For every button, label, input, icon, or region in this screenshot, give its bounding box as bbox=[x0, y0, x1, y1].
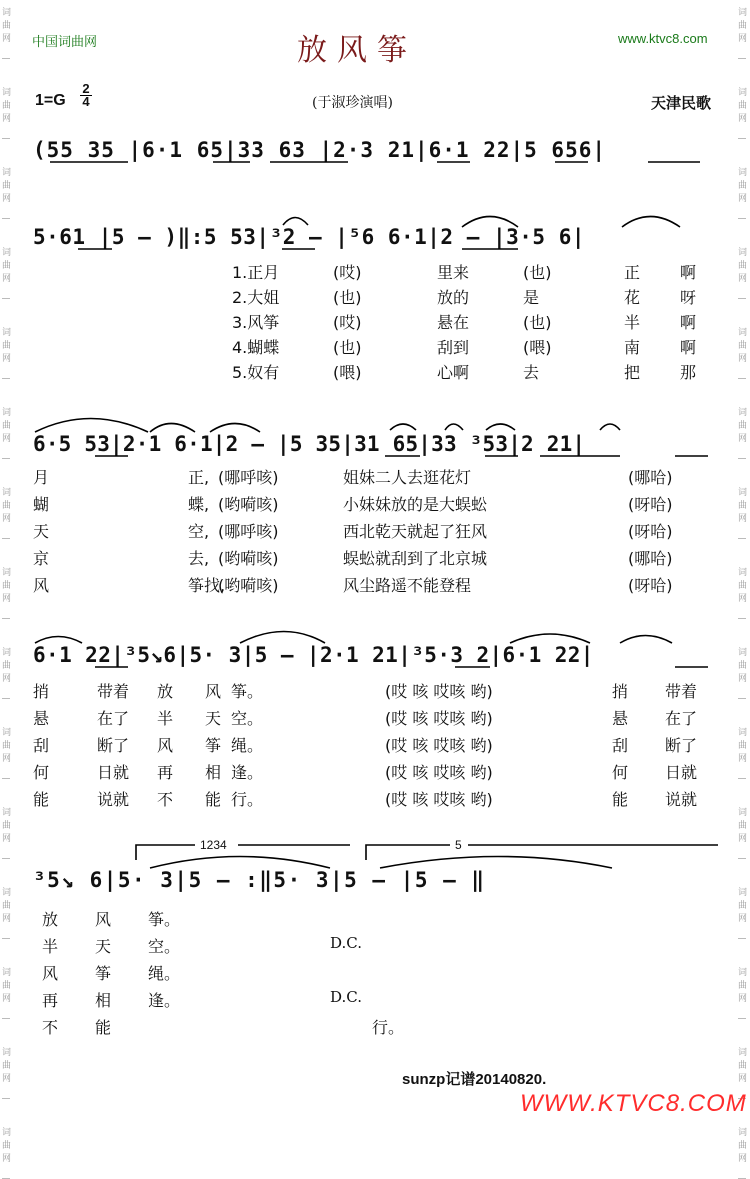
lyric-cell: 何 bbox=[33, 763, 50, 782]
lyric-cell: (呀哈) bbox=[628, 495, 673, 514]
volta-first-label: 1234 bbox=[200, 838, 227, 852]
lyric-cell: 空。 bbox=[148, 937, 181, 956]
lyric-cell: 天 bbox=[205, 709, 222, 728]
lyric-cell: 啊 bbox=[680, 263, 697, 282]
lyric-cell: 悬 bbox=[612, 709, 629, 728]
time-numerator: 2 bbox=[82, 81, 90, 96]
lyric-cell: 能 bbox=[612, 790, 629, 809]
lyric-cell: 天 bbox=[33, 522, 50, 541]
lyric-cell: (也) bbox=[333, 288, 362, 307]
lyric-cell: 逢。 bbox=[148, 991, 181, 1010]
lyric-cell: 筝 bbox=[95, 964, 112, 983]
lyric-cell: 捎 bbox=[33, 682, 50, 701]
lyric-cell: 刮到 bbox=[437, 338, 470, 357]
lyric-cell: 刮 bbox=[612, 736, 629, 755]
lyric-cell: (哎) bbox=[333, 313, 362, 332]
lyric-cell: 再 bbox=[42, 991, 59, 1010]
lyric-cell: 说就 bbox=[665, 790, 698, 809]
score-line-4: 6·1 22|³5↘6|5· 3|5 – |2·1 21|³5·3 2|6·1 22| bbox=[33, 643, 594, 667]
lyric-cell: 悬在 bbox=[437, 313, 470, 332]
lyric-cell: (哪呼咳) bbox=[218, 522, 279, 541]
lyric-cell: 相 bbox=[95, 991, 112, 1010]
lyric-cell: 行。 bbox=[231, 790, 264, 809]
lyric-cell: 在了 bbox=[97, 709, 130, 728]
lyric-cell: 啊 bbox=[680, 338, 697, 357]
lyric-cell: 捎 bbox=[612, 682, 629, 701]
lyric-cell: D.C. bbox=[330, 988, 362, 1006]
lyric-cell: 日就 bbox=[665, 763, 698, 782]
lyric-cell: 3.风筝 bbox=[232, 313, 280, 332]
lyric-cell: 筝。 bbox=[148, 910, 181, 929]
lyric-cell: 小妹妹放的是大蜈蚣 bbox=[343, 495, 488, 514]
lyric-cell: 5.奴有 bbox=[232, 363, 280, 382]
lyric-cell: 风 bbox=[42, 964, 59, 983]
lyric-cell: (哎 咳 哎咳 哟) bbox=[385, 790, 493, 809]
lyric-cell: (哎 咳 哎咳 哟) bbox=[385, 709, 493, 728]
lyric-cell: 那 bbox=[680, 363, 697, 382]
lyric-cell: (哎 咳 哎咳 哟) bbox=[385, 682, 493, 701]
lyric-cell: 悬 bbox=[33, 709, 50, 728]
lyric-cell: 何 bbox=[612, 763, 629, 782]
lyric-cell: 蝴 bbox=[33, 495, 50, 514]
lyric-cell: 在了 bbox=[665, 709, 698, 728]
lyric-cell: 再 bbox=[157, 763, 174, 782]
lyric-cell: (也) bbox=[333, 338, 362, 357]
lyric-cell: 呀 bbox=[680, 288, 697, 307]
lyric-cell: 南 bbox=[624, 338, 641, 357]
lyric-cell: D.C. bbox=[330, 934, 362, 952]
lyric-cell: (哟嗬咳) bbox=[218, 576, 279, 595]
lyric-cell: (喂) bbox=[523, 338, 552, 357]
lyric-cell: 绳。 bbox=[231, 736, 264, 755]
score-line-1: (55 35 |6·1 65|33 63 |2·3 21|6·1 22|5 656| bbox=[33, 138, 607, 162]
lyric-cell: 2.大姐 bbox=[232, 288, 280, 307]
lyric-cell: 绳。 bbox=[148, 964, 181, 983]
lyric-cell: 逢。 bbox=[231, 763, 264, 782]
lyric-cell: 把 bbox=[624, 363, 641, 382]
lyric-cell: 能 bbox=[95, 1018, 112, 1037]
lyric-cell: 里来 bbox=[437, 263, 470, 282]
lyric-cell: 不 bbox=[42, 1018, 59, 1037]
lyric-cell: 刮 bbox=[33, 736, 50, 755]
lyric-cell: 京 bbox=[33, 549, 50, 568]
lyric-cell: (也) bbox=[523, 313, 552, 332]
lyric-cell: (哎) bbox=[333, 263, 362, 282]
lyric-cell: 空。 bbox=[231, 709, 264, 728]
lyric-cell: 带着 bbox=[665, 682, 698, 701]
score-line-2: 5·61 |5 – )‖:5 53|³2 – |⁵6 6·1|2 – |3·5 6| bbox=[33, 225, 586, 249]
lyric-cell: 半 bbox=[624, 313, 641, 332]
lyric-cell: 花 bbox=[624, 288, 641, 307]
lyric-cell: 放 bbox=[157, 682, 174, 701]
key-text: 1=G bbox=[35, 92, 66, 109]
lyric-cell: 能 bbox=[205, 790, 222, 809]
lyric-cell: 不 bbox=[157, 790, 174, 809]
lyric-cell: 蜈蚣就刮到了北京城 bbox=[343, 549, 488, 568]
lyric-cell: 蝶, bbox=[188, 495, 210, 514]
lyric-cell: 心啊 bbox=[437, 363, 470, 382]
lyric-cell: (喂) bbox=[333, 363, 362, 382]
lyric-cell: 半 bbox=[157, 709, 174, 728]
song-title: 放风筝 bbox=[297, 33, 417, 68]
lyric-cell: 带着 bbox=[97, 682, 130, 701]
lyric-cell: (哪哈) bbox=[628, 468, 673, 487]
left-watermark-strip: 词 曲 网 词 曲 网 词 曲 网 词 曲 网 词 曲 网 词 曲 网 词 曲 网 词 曲 网 词 曲 网 词 曲 网 词 曲 网 词 曲 网 词 曲 网 词 曲 网 词 曲 网 bbox=[0, 0, 14, 1143]
lyric-cell: (哪哈) bbox=[628, 549, 673, 568]
volta-second-label: 5 bbox=[455, 838, 462, 852]
lyric-cell: 风 bbox=[33, 576, 50, 595]
lyric-cell: 筝找, bbox=[188, 576, 226, 595]
lyric-cell: (哎 咳 哎咳 哟) bbox=[385, 763, 493, 782]
time-denominator: 4 bbox=[80, 95, 92, 108]
lyric-cell: (哟嗬咳) bbox=[218, 549, 279, 568]
ktvc8-watermark[interactable]: WWW.KTVC8.COM bbox=[520, 1090, 747, 1117]
lyric-cell: 月 bbox=[33, 468, 50, 487]
origin: 天津民歌 bbox=[651, 94, 712, 112]
lyric-cell: 去, bbox=[188, 549, 210, 568]
transcriber-credit: sunzp记谱20140820. bbox=[402, 1071, 547, 1088]
lyric-cell: (呀哈) bbox=[628, 576, 673, 595]
lyric-cell: 正 bbox=[624, 263, 641, 282]
lyric-cell: (哎 咳 哎咳 哟) bbox=[385, 736, 493, 755]
score-line-5: ³5↘ 6|5· 3|5 – :‖5· 3|5 – |5 – ‖ bbox=[33, 868, 486, 892]
lyric-cell: 4.蝴蝶 bbox=[232, 338, 280, 357]
lyric-cell: 半 bbox=[42, 937, 59, 956]
lyric-cell: 正, bbox=[188, 468, 210, 487]
lyric-cell: (哪呼咳) bbox=[218, 468, 279, 487]
site-name-left[interactable]: 中国词曲网 bbox=[32, 34, 98, 49]
lyric-cell: 说就 bbox=[97, 790, 130, 809]
lyric-cell: 风 bbox=[95, 910, 112, 929]
lyric-cell: 筝 bbox=[205, 736, 222, 755]
lyric-cell: 断了 bbox=[97, 736, 130, 755]
lyric-cell: 啊 bbox=[680, 313, 697, 332]
lyric-cell: 空, bbox=[188, 522, 210, 541]
lyric-cell: 日就 bbox=[97, 763, 130, 782]
score-line-3: 6·5 53|2·1 6·1|2 – |5 35|31 65|33 ³53|2 21| bbox=[33, 432, 586, 456]
lyric-cell: 姐妹二人去逛花灯 bbox=[343, 468, 472, 487]
lyric-cell: (哟嗬咳) bbox=[218, 495, 279, 514]
lyric-cell: 能 bbox=[33, 790, 50, 809]
lyric-cell: (也) bbox=[523, 263, 552, 282]
lyric-cell: (呀哈) bbox=[628, 522, 673, 541]
lyric-cell: 去 bbox=[523, 363, 540, 382]
lyric-cell: 风 bbox=[157, 736, 174, 755]
performer: (于淑珍演唱) bbox=[312, 95, 393, 111]
lyric-cell: 风 bbox=[205, 682, 222, 701]
lyric-cell: 相 bbox=[205, 763, 222, 782]
lyric-cell: 1.正月 bbox=[232, 263, 280, 282]
lyric-cell: 天 bbox=[95, 937, 112, 956]
site-url-right[interactable]: www.ktvc8.com bbox=[618, 31, 708, 46]
lyric-cell: 放的 bbox=[437, 288, 470, 307]
lyric-cell: 行。 bbox=[372, 1018, 405, 1037]
lyric-cell: 西北乾天就起了狂风 bbox=[343, 522, 488, 541]
lyric-cell: 放 bbox=[42, 910, 59, 929]
lyric-cell: 断了 bbox=[665, 736, 698, 755]
lyric-cell: 风尘路遥不能登程 bbox=[343, 576, 472, 595]
lyric-cell: 筝。 bbox=[231, 682, 264, 701]
lyric-cell: 是 bbox=[523, 288, 540, 307]
right-watermark-strip: 词 曲 网 词 曲 网 词 曲 网 词 曲 网 词 曲 网 词 曲 网 词 曲 网 词 曲 网 词 曲 网 词 曲 网 词 曲 网 词 曲 网 词 曲 网 词 曲 网 词 曲 网 bbox=[736, 0, 750, 1143]
